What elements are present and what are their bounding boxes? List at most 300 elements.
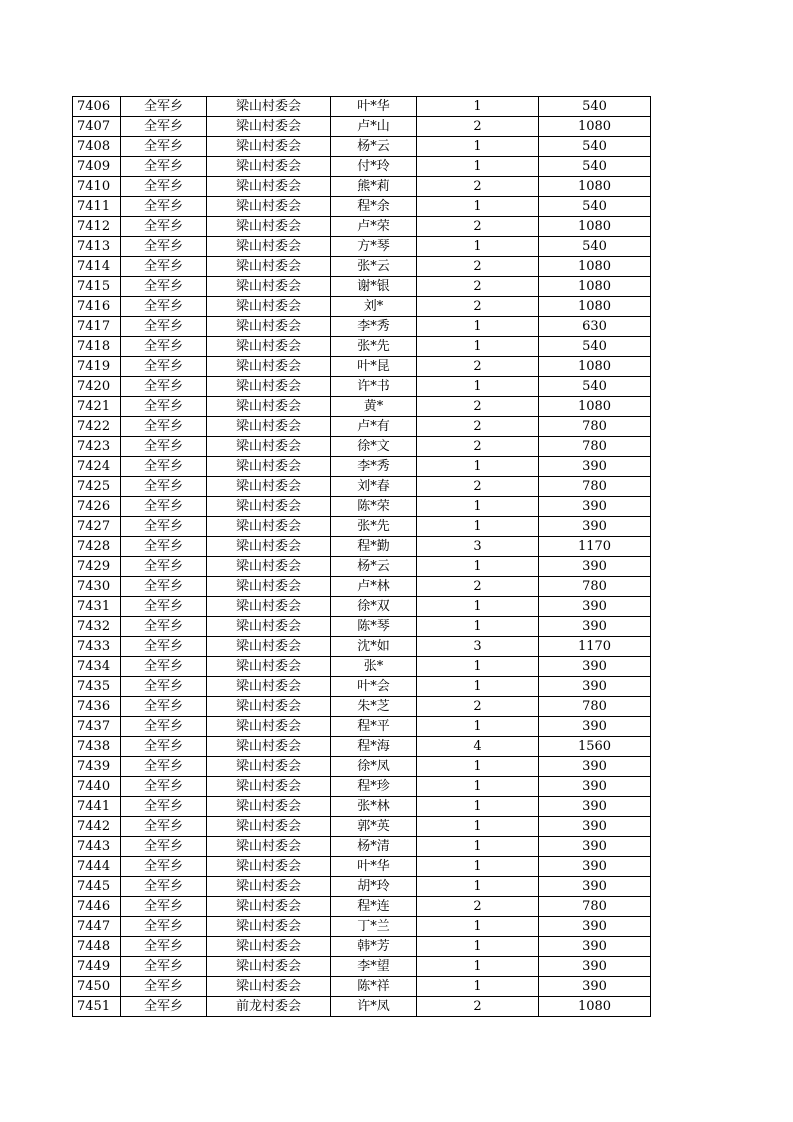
township-cell: 全军乡 xyxy=(121,397,207,417)
row-number-cell: 7421 xyxy=(73,397,121,417)
amount-cell: 540 xyxy=(539,237,651,257)
township-cell: 全军乡 xyxy=(121,597,207,617)
amount-cell: 390 xyxy=(539,817,651,837)
name-cell: 张*云 xyxy=(331,257,417,277)
amount-cell: 390 xyxy=(539,557,651,577)
amount-cell: 1080 xyxy=(539,117,651,137)
amount-cell: 390 xyxy=(539,757,651,777)
amount-cell: 390 xyxy=(539,497,651,517)
table-row xyxy=(73,357,651,377)
count-cell: 1 xyxy=(417,617,539,637)
name-cell: 程*海 xyxy=(331,737,417,757)
name-cell: 许*凤 xyxy=(331,997,417,1017)
amount-cell: 540 xyxy=(539,377,651,397)
township-cell: 全军乡 xyxy=(121,177,207,197)
township-cell: 全军乡 xyxy=(121,917,207,937)
township-cell: 全军乡 xyxy=(121,257,207,277)
table-row xyxy=(73,237,651,257)
village-committee-cell: 梁山村委会 xyxy=(207,237,331,257)
row-number-cell: 7442 xyxy=(73,817,121,837)
name-cell: 卢*有 xyxy=(331,417,417,437)
name-cell: 李*秀 xyxy=(331,317,417,337)
township-cell: 全军乡 xyxy=(121,417,207,437)
count-cell: 2 xyxy=(417,897,539,917)
table-row xyxy=(73,537,651,557)
table-row xyxy=(73,457,651,477)
township-cell: 全军乡 xyxy=(121,677,207,697)
name-cell: 付*玲 xyxy=(331,157,417,177)
table-row xyxy=(73,637,651,657)
amount-cell: 390 xyxy=(539,917,651,937)
name-cell: 程*珍 xyxy=(331,777,417,797)
township-cell: 全军乡 xyxy=(121,557,207,577)
table-row xyxy=(73,857,651,877)
township-cell: 全军乡 xyxy=(121,837,207,857)
count-cell: 2 xyxy=(417,417,539,437)
township-cell: 全军乡 xyxy=(121,317,207,337)
amount-cell: 540 xyxy=(539,197,651,217)
village-committee-cell: 梁山村委会 xyxy=(207,597,331,617)
village-committee-cell: 梁山村委会 xyxy=(207,737,331,757)
amount-cell: 390 xyxy=(539,977,651,997)
table-row xyxy=(73,617,651,637)
table-row xyxy=(73,517,651,537)
village-committee-cell: 梁山村委会 xyxy=(207,697,331,717)
count-cell: 1 xyxy=(417,137,539,157)
table-row xyxy=(73,797,651,817)
village-committee-cell: 梁山村委会 xyxy=(207,277,331,297)
name-cell: 张*先 xyxy=(331,517,417,537)
village-committee-cell: 梁山村委会 xyxy=(207,917,331,937)
amount-cell: 390 xyxy=(539,457,651,477)
count-cell: 1 xyxy=(417,317,539,337)
table-row xyxy=(73,657,651,677)
township-cell: 全军乡 xyxy=(121,197,207,217)
row-number-cell: 7412 xyxy=(73,217,121,237)
amount-cell: 540 xyxy=(539,337,651,357)
name-cell: 李*秀 xyxy=(331,457,417,477)
count-cell: 2 xyxy=(417,437,539,457)
row-number-cell: 7430 xyxy=(73,577,121,597)
township-cell: 全军乡 xyxy=(121,477,207,497)
row-number-cell: 7418 xyxy=(73,337,121,357)
village-committee-cell: 梁山村委会 xyxy=(207,257,331,277)
row-number-cell: 7415 xyxy=(73,277,121,297)
row-number-cell: 7414 xyxy=(73,257,121,277)
row-number-cell: 7410 xyxy=(73,177,121,197)
amount-cell: 390 xyxy=(539,657,651,677)
township-cell: 全军乡 xyxy=(121,777,207,797)
count-cell: 2 xyxy=(417,477,539,497)
table-row xyxy=(73,157,651,177)
row-number-cell: 7447 xyxy=(73,917,121,937)
table-row xyxy=(73,477,651,497)
row-number-cell: 7429 xyxy=(73,557,121,577)
township-cell: 全军乡 xyxy=(121,377,207,397)
township-cell: 全军乡 xyxy=(121,717,207,737)
count-cell: 1 xyxy=(417,337,539,357)
count-cell: 4 xyxy=(417,737,539,757)
count-cell: 1 xyxy=(417,157,539,177)
amount-cell: 540 xyxy=(539,157,651,177)
village-committee-cell: 梁山村委会 xyxy=(207,577,331,597)
amount-cell: 390 xyxy=(539,717,651,737)
name-cell: 李*望 xyxy=(331,957,417,977)
count-cell: 1 xyxy=(417,937,539,957)
row-number-cell: 7435 xyxy=(73,677,121,697)
name-cell: 刘*春 xyxy=(331,477,417,497)
count-cell: 1 xyxy=(417,717,539,737)
township-cell: 全军乡 xyxy=(121,157,207,177)
row-number-cell: 7441 xyxy=(73,797,121,817)
count-cell: 1 xyxy=(417,197,539,217)
township-cell: 全军乡 xyxy=(121,117,207,137)
township-cell: 全军乡 xyxy=(121,237,207,257)
row-number-cell: 7407 xyxy=(73,117,121,137)
village-committee-cell: 梁山村委会 xyxy=(207,117,331,137)
count-cell: 1 xyxy=(417,797,539,817)
village-committee-cell: 梁山村委会 xyxy=(207,457,331,477)
name-cell: 徐*双 xyxy=(331,597,417,617)
row-number-cell: 7423 xyxy=(73,437,121,457)
amount-cell: 390 xyxy=(539,877,651,897)
village-committee-cell: 梁山村委会 xyxy=(207,417,331,437)
name-cell: 黄* xyxy=(331,397,417,417)
name-cell: 许*书 xyxy=(331,377,417,397)
table-row xyxy=(73,417,651,437)
name-cell: 卢*山 xyxy=(331,117,417,137)
amount-cell: 1080 xyxy=(539,997,651,1017)
township-cell: 全军乡 xyxy=(121,97,207,117)
name-cell: 方*琴 xyxy=(331,237,417,257)
name-cell: 丁*兰 xyxy=(331,917,417,937)
table-row xyxy=(73,997,651,1017)
village-committee-cell: 梁山村委会 xyxy=(207,617,331,637)
table-row xyxy=(73,497,651,517)
count-cell: 1 xyxy=(417,777,539,797)
township-cell: 全军乡 xyxy=(121,217,207,237)
village-committee-cell: 梁山村委会 xyxy=(207,877,331,897)
table-row xyxy=(73,957,651,977)
name-cell: 韩*芳 xyxy=(331,937,417,957)
amount-cell: 1170 xyxy=(539,637,651,657)
table-row xyxy=(73,737,651,757)
table-row xyxy=(73,697,651,717)
count-cell: 1 xyxy=(417,977,539,997)
village-committee-cell: 前龙村委会 xyxy=(207,997,331,1017)
name-cell: 叶*华 xyxy=(331,97,417,117)
table-row xyxy=(73,337,651,357)
row-number-cell: 7426 xyxy=(73,497,121,517)
amount-cell: 390 xyxy=(539,797,651,817)
village-committee-cell: 梁山村委会 xyxy=(207,957,331,977)
village-committee-cell: 梁山村委会 xyxy=(207,197,331,217)
row-number-cell: 7406 xyxy=(73,97,121,117)
count-cell: 1 xyxy=(417,497,539,517)
name-cell: 郭*英 xyxy=(331,817,417,837)
row-number-cell: 7451 xyxy=(73,997,121,1017)
count-cell: 1 xyxy=(417,857,539,877)
count-cell: 1 xyxy=(417,957,539,977)
amount-cell: 390 xyxy=(539,777,651,797)
table-row xyxy=(73,577,651,597)
table-row xyxy=(73,977,651,997)
name-cell: 朱*芝 xyxy=(331,697,417,717)
name-cell: 沈*如 xyxy=(331,637,417,657)
amount-cell: 540 xyxy=(539,97,651,117)
table-row xyxy=(73,897,651,917)
count-cell: 2 xyxy=(417,277,539,297)
row-number-cell: 7420 xyxy=(73,377,121,397)
name-cell: 叶*华 xyxy=(331,857,417,877)
count-cell: 3 xyxy=(417,537,539,557)
village-committee-cell: 梁山村委会 xyxy=(207,777,331,797)
table-body xyxy=(73,97,651,1017)
amount-cell: 390 xyxy=(539,837,651,857)
amount-cell: 780 xyxy=(539,697,651,717)
village-committee-cell: 梁山村委会 xyxy=(207,357,331,377)
row-number-cell: 7445 xyxy=(73,877,121,897)
name-cell: 徐*凤 xyxy=(331,757,417,777)
table-row xyxy=(73,377,651,397)
village-committee-cell: 梁山村委会 xyxy=(207,757,331,777)
name-cell: 张*林 xyxy=(331,797,417,817)
data-table xyxy=(72,96,651,1017)
township-cell: 全军乡 xyxy=(121,297,207,317)
name-cell: 谢*银 xyxy=(331,277,417,297)
name-cell: 徐*文 xyxy=(331,437,417,457)
amount-cell: 780 xyxy=(539,437,651,457)
table-row xyxy=(73,677,651,697)
table-row xyxy=(73,917,651,937)
amount-cell: 1080 xyxy=(539,297,651,317)
table-row xyxy=(73,817,651,837)
row-number-cell: 7409 xyxy=(73,157,121,177)
row-number-cell: 7427 xyxy=(73,517,121,537)
village-committee-cell: 梁山村委会 xyxy=(207,97,331,117)
name-cell: 程*连 xyxy=(331,897,417,917)
table-row xyxy=(73,217,651,237)
village-committee-cell: 梁山村委会 xyxy=(207,657,331,677)
name-cell: 陈*荣 xyxy=(331,497,417,517)
name-cell: 陈*祥 xyxy=(331,977,417,997)
amount-cell: 780 xyxy=(539,477,651,497)
table-row xyxy=(73,97,651,117)
name-cell: 张* xyxy=(331,657,417,677)
count-cell: 1 xyxy=(417,457,539,477)
amount-cell: 390 xyxy=(539,857,651,877)
village-committee-cell: 梁山村委会 xyxy=(207,477,331,497)
count-cell: 1 xyxy=(417,877,539,897)
row-number-cell: 7439 xyxy=(73,757,121,777)
village-committee-cell: 梁山村委会 xyxy=(207,317,331,337)
village-committee-cell: 梁山村委会 xyxy=(207,137,331,157)
count-cell: 2 xyxy=(417,217,539,237)
table-row xyxy=(73,877,651,897)
row-number-cell: 7425 xyxy=(73,477,121,497)
table-row xyxy=(73,757,651,777)
row-number-cell: 7434 xyxy=(73,657,121,677)
village-committee-cell: 梁山村委会 xyxy=(207,537,331,557)
table-row xyxy=(73,137,651,157)
name-cell: 叶*昆 xyxy=(331,357,417,377)
row-number-cell: 7440 xyxy=(73,777,121,797)
row-number-cell: 7436 xyxy=(73,697,121,717)
row-number-cell: 7433 xyxy=(73,637,121,657)
name-cell: 卢*荣 xyxy=(331,217,417,237)
amount-cell: 390 xyxy=(539,677,651,697)
table-row xyxy=(73,937,651,957)
table-row xyxy=(73,257,651,277)
township-cell: 全军乡 xyxy=(121,497,207,517)
table-row xyxy=(73,277,651,297)
village-committee-cell: 梁山村委会 xyxy=(207,337,331,357)
amount-cell: 390 xyxy=(539,957,651,977)
name-cell: 陈*琴 xyxy=(331,617,417,637)
row-number-cell: 7446 xyxy=(73,897,121,917)
row-number-cell: 7424 xyxy=(73,457,121,477)
village-committee-cell: 梁山村委会 xyxy=(207,517,331,537)
count-cell: 1 xyxy=(417,377,539,397)
row-number-cell: 7417 xyxy=(73,317,121,337)
village-committee-cell: 梁山村委会 xyxy=(207,437,331,457)
row-number-cell: 7422 xyxy=(73,417,121,437)
township-cell: 全军乡 xyxy=(121,817,207,837)
township-cell: 全军乡 xyxy=(121,137,207,157)
township-cell: 全军乡 xyxy=(121,897,207,917)
township-cell: 全军乡 xyxy=(121,997,207,1017)
village-committee-cell: 梁山村委会 xyxy=(207,977,331,997)
name-cell: 熊*莉 xyxy=(331,177,417,197)
row-number-cell: 7408 xyxy=(73,137,121,157)
table-row xyxy=(73,717,651,737)
amount-cell: 1080 xyxy=(539,257,651,277)
township-cell: 全军乡 xyxy=(121,957,207,977)
township-cell: 全军乡 xyxy=(121,277,207,297)
amount-cell: 540 xyxy=(539,137,651,157)
count-cell: 2 xyxy=(417,697,539,717)
village-committee-cell: 梁山村委会 xyxy=(207,637,331,657)
row-number-cell: 7419 xyxy=(73,357,121,377)
village-committee-cell: 梁山村委会 xyxy=(207,557,331,577)
name-cell: 程*平 xyxy=(331,717,417,737)
amount-cell: 1080 xyxy=(539,357,651,377)
count-cell: 2 xyxy=(417,357,539,377)
count-cell: 2 xyxy=(417,397,539,417)
row-number-cell: 7448 xyxy=(73,937,121,957)
township-cell: 全军乡 xyxy=(121,577,207,597)
count-cell: 1 xyxy=(417,97,539,117)
township-cell: 全军乡 xyxy=(121,357,207,377)
count-cell: 1 xyxy=(417,757,539,777)
table-row xyxy=(73,317,651,337)
township-cell: 全军乡 xyxy=(121,697,207,717)
township-cell: 全军乡 xyxy=(121,637,207,657)
amount-cell: 1080 xyxy=(539,177,651,197)
township-cell: 全军乡 xyxy=(121,797,207,817)
township-cell: 全军乡 xyxy=(121,437,207,457)
township-cell: 全军乡 xyxy=(121,937,207,957)
village-committee-cell: 梁山村委会 xyxy=(207,897,331,917)
amount-cell: 1560 xyxy=(539,737,651,757)
count-cell: 1 xyxy=(417,597,539,617)
village-committee-cell: 梁山村委会 xyxy=(207,677,331,697)
table-row xyxy=(73,297,651,317)
count-cell: 2 xyxy=(417,177,539,197)
township-cell: 全军乡 xyxy=(121,617,207,637)
amount-cell: 780 xyxy=(539,897,651,917)
row-number-cell: 7431 xyxy=(73,597,121,617)
amount-cell: 390 xyxy=(539,597,651,617)
village-committee-cell: 梁山村委会 xyxy=(207,157,331,177)
name-cell: 胡*玲 xyxy=(331,877,417,897)
name-cell: 杨*清 xyxy=(331,837,417,857)
village-committee-cell: 梁山村委会 xyxy=(207,937,331,957)
count-cell: 1 xyxy=(417,657,539,677)
name-cell: 杨*云 xyxy=(331,557,417,577)
amount-cell: 630 xyxy=(539,317,651,337)
township-cell: 全军乡 xyxy=(121,337,207,357)
amount-cell: 780 xyxy=(539,577,651,597)
township-cell: 全军乡 xyxy=(121,737,207,757)
table-row xyxy=(73,117,651,137)
township-cell: 全军乡 xyxy=(121,857,207,877)
village-committee-cell: 梁山村委会 xyxy=(207,377,331,397)
name-cell: 卢*林 xyxy=(331,577,417,597)
row-number-cell: 7443 xyxy=(73,837,121,857)
township-cell: 全军乡 xyxy=(121,537,207,557)
table-row xyxy=(73,777,651,797)
village-committee-cell: 梁山村委会 xyxy=(207,837,331,857)
amount-cell: 390 xyxy=(539,617,651,637)
table-row xyxy=(73,197,651,217)
name-cell: 叶*会 xyxy=(331,677,417,697)
row-number-cell: 7411 xyxy=(73,197,121,217)
amount-cell: 1080 xyxy=(539,217,651,237)
name-cell: 张*先 xyxy=(331,337,417,357)
amount-cell: 390 xyxy=(539,517,651,537)
row-number-cell: 7416 xyxy=(73,297,121,317)
table-row xyxy=(73,557,651,577)
township-cell: 全军乡 xyxy=(121,457,207,477)
village-committee-cell: 梁山村委会 xyxy=(207,857,331,877)
count-cell: 2 xyxy=(417,997,539,1017)
row-number-cell: 7437 xyxy=(73,717,121,737)
row-number-cell: 7432 xyxy=(73,617,121,637)
count-cell: 3 xyxy=(417,637,539,657)
count-cell: 2 xyxy=(417,297,539,317)
name-cell: 杨*云 xyxy=(331,137,417,157)
township-cell: 全军乡 xyxy=(121,657,207,677)
count-cell: 1 xyxy=(417,817,539,837)
township-cell: 全军乡 xyxy=(121,517,207,537)
count-cell: 2 xyxy=(417,577,539,597)
count-cell: 2 xyxy=(417,117,539,137)
row-number-cell: 7449 xyxy=(73,957,121,977)
count-cell: 1 xyxy=(417,237,539,257)
village-committee-cell: 梁山村委会 xyxy=(207,217,331,237)
count-cell: 1 xyxy=(417,837,539,857)
village-committee-cell: 梁山村委会 xyxy=(207,817,331,837)
count-cell: 1 xyxy=(417,677,539,697)
table-row xyxy=(73,437,651,457)
row-number-cell: 7450 xyxy=(73,977,121,997)
amount-cell: 1080 xyxy=(539,397,651,417)
village-committee-cell: 梁山村委会 xyxy=(207,397,331,417)
township-cell: 全军乡 xyxy=(121,877,207,897)
name-cell: 程*勤 xyxy=(331,537,417,557)
table-row xyxy=(73,837,651,857)
